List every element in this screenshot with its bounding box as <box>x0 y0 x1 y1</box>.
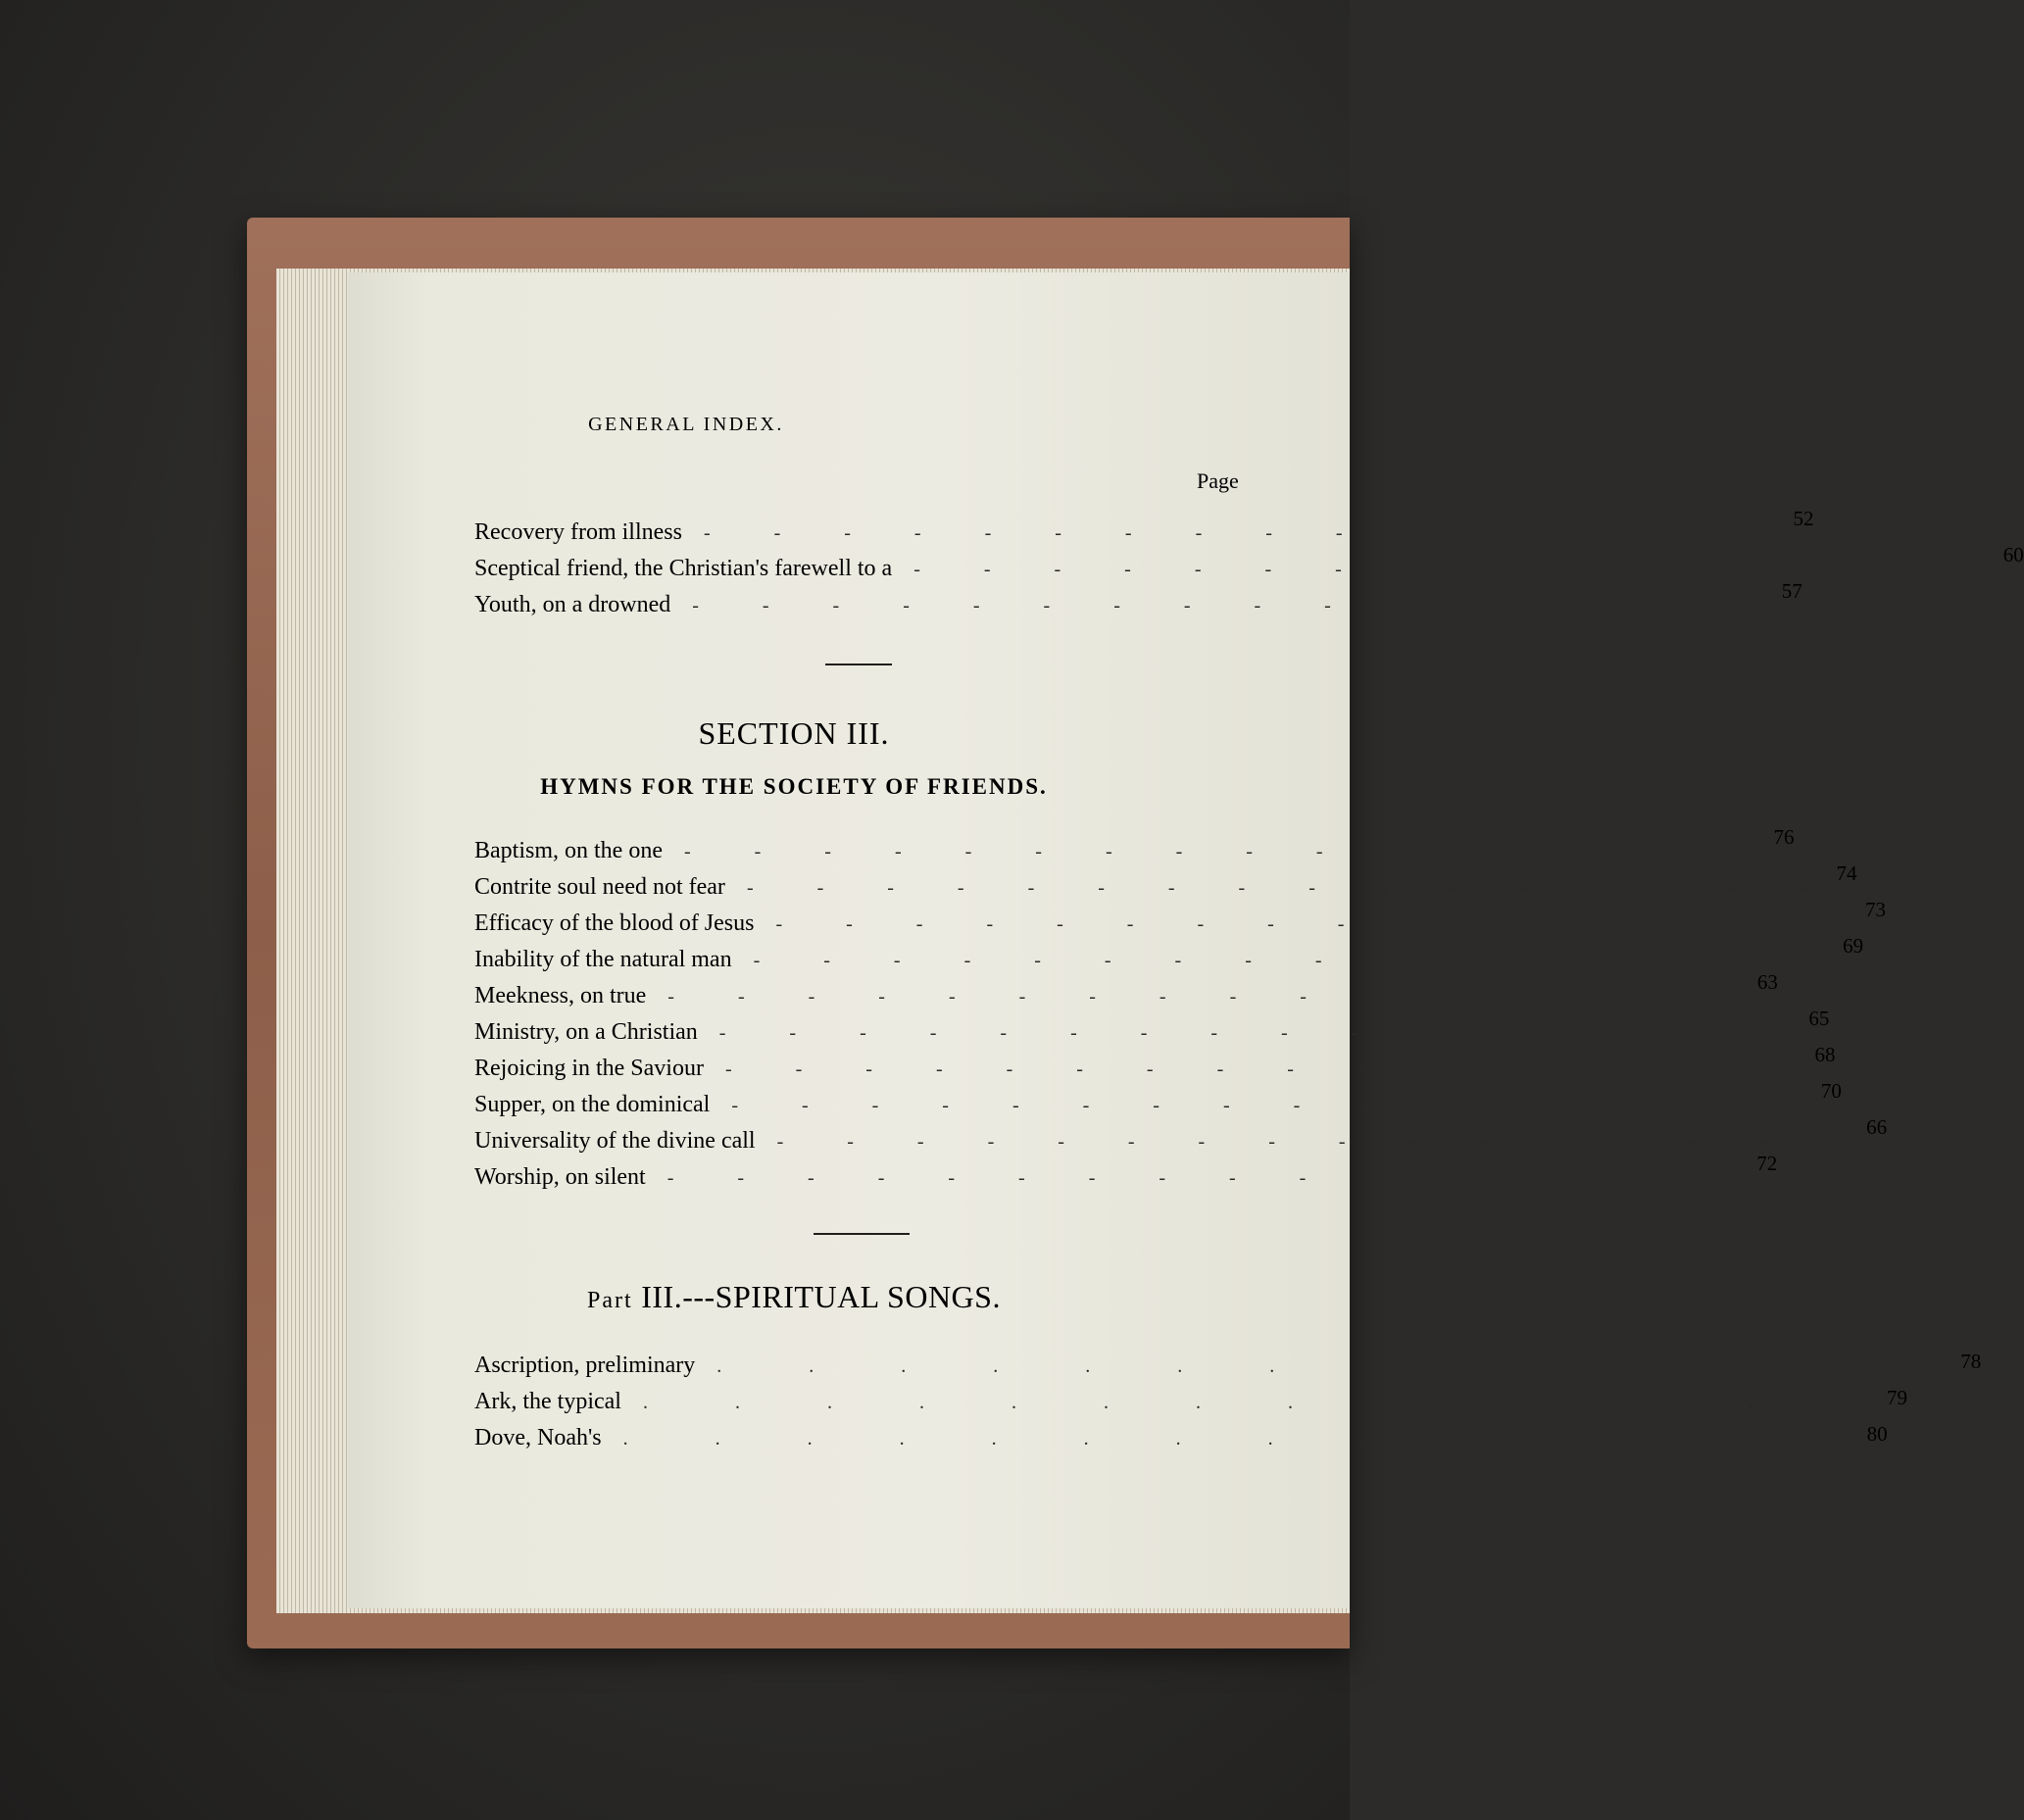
index-entry <box>474 507 1814 553</box>
index-entry <box>474 1115 1888 1161</box>
dash-leader: - - - - - - - - - - - - - - - - <box>775 913 1866 935</box>
index-entry <box>474 543 2024 589</box>
entry-title: Ministry, on a Christian <box>474 1019 698 1045</box>
entry-page: 79 <box>1886 1386 1907 1409</box>
dash-leader: - - - - - - - - - - - - - - - - <box>913 559 2003 580</box>
part-divider <box>814 1233 910 1235</box>
entry-title: Efficacy of the blood of Jesus <box>474 910 755 936</box>
index-entry <box>474 861 1857 908</box>
dash-leader: - - - - - - - - - - - - - - - - <box>776 1131 1867 1153</box>
section-subtitle: HYMNS FOR THE SOCIETY OF FRIENDS. <box>540 774 1048 799</box>
dash-leader: - - - - - - - - - - - - - - - - <box>667 986 1757 1008</box>
dot-leader: . . . . . . . . . . . . . . <box>622 1428 1867 1450</box>
dot-leader: . . . . . . . . . . . . . . <box>716 1355 1961 1377</box>
entry-page: 68 <box>1814 1043 1836 1066</box>
entry-page: 70 <box>1820 1079 1842 1103</box>
index-entry <box>474 970 1778 1016</box>
index-entry <box>474 579 1802 625</box>
dash-leader: - - - - - - - - - - - - - - - - <box>724 1058 1815 1080</box>
index-entry <box>474 1007 1830 1053</box>
section-title: SECTION III. <box>698 715 890 751</box>
index-entry <box>474 1043 1836 1089</box>
entry-page: 76 <box>1773 825 1795 849</box>
entry-page: 60 <box>2002 543 2024 566</box>
dash-leader: - - - - - - - - - - - - - - - - <box>703 522 1794 544</box>
entry-page: 57 <box>1781 579 1802 603</box>
entry-title: Ascription, preliminary <box>474 1353 696 1378</box>
entry-title: Sceptical friend, the Christian's farewell to a <box>474 556 893 581</box>
entry-title: Universality of the divine call <box>474 1128 756 1154</box>
index-entry <box>474 1422 1888 1458</box>
index-entry <box>474 1350 1982 1386</box>
entry-title: Rejoicing in the Saviour <box>474 1056 704 1081</box>
dash-leader: - - - - - - - - - - - - - - - - <box>683 841 1774 862</box>
index-entry <box>474 934 1864 980</box>
dash-leader: - - - - - - - - - - - - - - - - <box>692 595 1782 616</box>
entry-page: 80 <box>1866 1422 1888 1446</box>
index-entry <box>474 825 1795 871</box>
running-head: GENERAL INDEX. <box>588 414 784 435</box>
page-column-label: Page <box>1197 468 1239 493</box>
entry-title: Worship, on silent <box>474 1164 646 1190</box>
entry-page: 72 <box>1756 1152 1778 1175</box>
dash-leader: - - - - - - - - - - - - - - - - <box>753 950 1844 971</box>
entry-title: Supper, on the dominical <box>474 1092 711 1117</box>
dot-leader: . . . . . . . . . . . . . . <box>642 1392 1887 1413</box>
part-title <box>392 1279 1196 1315</box>
entry-page: 78 <box>1960 1350 1982 1373</box>
entry-title: Contrite soul need not fear <box>474 874 725 900</box>
entry-page: 63 <box>1756 970 1778 994</box>
index-entry <box>474 1152 1778 1198</box>
part-prefix: Part <box>587 1288 633 1313</box>
entry-title: Baptism, on the one <box>474 838 663 863</box>
entry-page: 52 <box>1793 507 1814 530</box>
entry-page: 74 <box>1836 861 1857 885</box>
entry-page: 66 <box>1866 1115 1888 1139</box>
entry-title: Youth, on a drowned <box>474 592 671 617</box>
dash-leader: - - - - - - - - - - - - - - - - <box>746 877 1837 899</box>
entry-title: Dove, Noah's <box>474 1425 602 1451</box>
entry-title: Meekness, on true <box>474 983 647 1008</box>
index-entry <box>474 898 1887 944</box>
dash-leader: - - - - - - - - - - - - - - - - <box>666 1167 1757 1189</box>
entry-page: 65 <box>1808 1007 1830 1030</box>
entry-title: Inability of the natural man <box>474 947 732 972</box>
index-entry <box>474 1079 1842 1125</box>
dash-leader: - - - - - - - - - - - - - - - - <box>718 1022 1809 1044</box>
entry-title: Recovery from illness <box>474 519 682 545</box>
dash-leader: - - - - - - - - - - - - - - - - <box>731 1095 1821 1116</box>
entry-page: 73 <box>1865 898 1887 921</box>
entry-title: Ark, the typical <box>474 1389 621 1414</box>
index-entry <box>474 1386 1907 1422</box>
entry-page: 69 <box>1843 934 1864 958</box>
part-heading: III.---SPIRITUAL SONGS. <box>641 1279 1001 1314</box>
section-divider <box>825 664 892 665</box>
